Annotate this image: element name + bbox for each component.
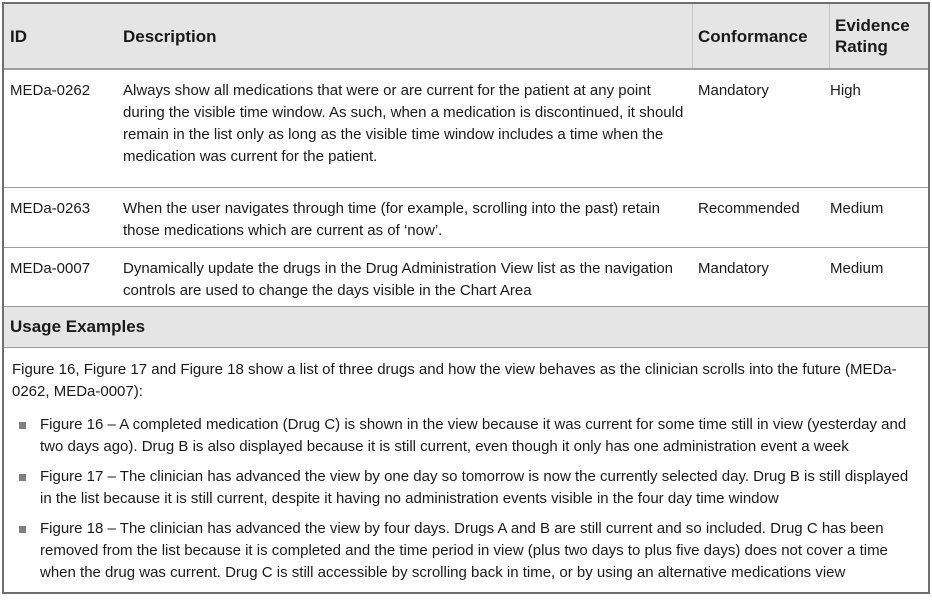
- usage-examples-list: [12, 414, 918, 584]
- cell-evidence-rating: Medium: [830, 260, 884, 277]
- list-item: [12, 414, 918, 458]
- cell-description: Dynamically update the drugs in the Drug Administration View list as the navigation controls are used to change the days visible in the Chart Area: [123, 260, 674, 299]
- list-item-text: Figure 16 – A completed medication (Drug C) is shown in the view because it was current for some time still in view (yesterday and two days ago). Drug B is also displayed because it is still current, even though it only has one administration event a week: [40, 416, 907, 455]
- usage-examples-intro: Figure 16, Figure 17 and Figure 18 show a list of three drugs and how the view behaves as the clinician scrolls into the future (MEDa-0262, MEDa-0007):: [12, 361, 897, 400]
- table-row: [4, 70, 928, 188]
- list-item-text: Figure 17 – The clinician has advanced the view by one day so tomorrow is now the currently selected day. Drug B is still displayed in the list because it is still current, despite it having no administration events visible in the four day time window: [40, 468, 909, 507]
- cell-evidence-rating: Medium: [830, 200, 884, 217]
- column-header-description: Description: [123, 26, 217, 46]
- cell-conformance: Mandatory: [698, 82, 769, 99]
- square-bullet-icon: [19, 474, 26, 481]
- cell-id: MEDa-0262: [10, 82, 91, 99]
- table-header-row: [4, 4, 928, 70]
- column-header-id: ID: [10, 26, 27, 46]
- list-item-text: Figure 18 – The clinician has advanced the view by four days. Drugs A and B are still current and so included. Drug C has been removed from the list because it is completed and the time period in view (plus two days to plus five days) does not cover a time when the drug was current. Drug C is still accessible by scrolling back in time, or by using an alternative medications view: [40, 520, 888, 581]
- table-row: [4, 248, 928, 307]
- cell-id: MEDa-0007: [10, 260, 91, 277]
- requirements-table: [2, 2, 930, 594]
- list-item: [12, 466, 918, 510]
- square-bullet-icon: [19, 422, 26, 429]
- cell-conformance: Recommended: [698, 200, 800, 217]
- square-bullet-icon: [19, 526, 26, 533]
- cell-description: Always show all medications that were or are current for the patient at any point during the visible time window. As such, when a medication is discontinued, it should remain in the list only as long as the visible time window includes a time when the medication was current for the patient.: [123, 82, 684, 165]
- cell-description: When the user navigates through time (for example, scrolling into the past) retain those medications which are current as of ‘now’.: [123, 200, 660, 239]
- usage-examples-heading: Usage Examples: [4, 307, 928, 348]
- cell-id: MEDa-0263: [10, 200, 91, 217]
- table-row: [4, 188, 928, 248]
- cell-evidence-rating: High: [830, 82, 861, 99]
- column-header-conformance: Conformance: [692, 4, 830, 68]
- column-header-evidence-rating: Evidence Rating: [829, 4, 928, 68]
- usage-examples-content: [4, 348, 928, 592]
- list-item: [12, 518, 918, 584]
- cell-conformance: Mandatory: [698, 260, 769, 277]
